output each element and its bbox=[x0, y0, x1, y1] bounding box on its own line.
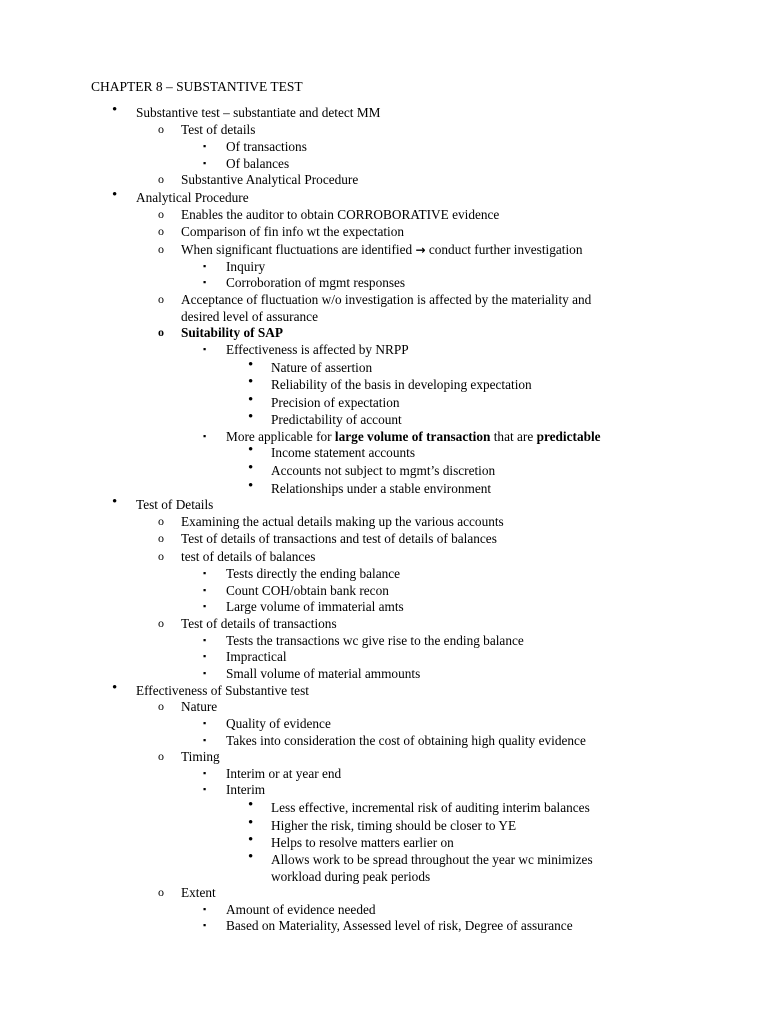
bullet-level4: • bbox=[248, 460, 254, 476]
bullet-level3: ▪ bbox=[203, 277, 207, 287]
bullet-level1: • bbox=[112, 494, 118, 510]
line-corroborative: Enables the auditor to obtain CORROBORATIVE evidence bbox=[181, 207, 500, 222]
bullet-level4: • bbox=[248, 478, 254, 494]
bullet-level4: • bbox=[248, 442, 254, 458]
bullet-level4: • bbox=[248, 832, 254, 848]
line-comparison: Comparison of fin info wt the expectation bbox=[181, 224, 405, 239]
line-examining: Examining the actual details making up the various accounts bbox=[181, 514, 504, 529]
bullet-level2: o bbox=[158, 616, 164, 630]
bullet-level2: o bbox=[158, 325, 164, 339]
line-nrpp: Effectiveness is affected by NRPP bbox=[226, 342, 409, 357]
line-higher-risk: Higher the risk, timing should be closer to YE bbox=[271, 818, 517, 833]
bullet-level3: ▪ bbox=[203, 344, 207, 354]
bullet-level3: ▪ bbox=[203, 784, 207, 794]
line-cost-evidence: Takes into consideration the cost of obtaining high quality evidence bbox=[226, 733, 586, 748]
bullet-level3: ▪ bbox=[203, 668, 207, 678]
bullet-level2: o bbox=[158, 531, 164, 545]
line-income-statement: Income statement accounts bbox=[271, 445, 415, 460]
line-suitability-heading: Suitability of SAP bbox=[181, 325, 283, 340]
bullet-level2: o bbox=[158, 885, 164, 899]
bullet-level2: o bbox=[158, 172, 164, 186]
that-are-text: that are bbox=[490, 429, 537, 444]
bullet-level3: ▪ bbox=[203, 904, 207, 914]
line-of-transactions: Of transactions bbox=[226, 139, 307, 154]
line-fluctuations bbox=[181, 241, 582, 259]
line-precision: Precision of expectation bbox=[271, 395, 400, 410]
line-sap: Substantive Analytical Procedure bbox=[181, 172, 359, 187]
line-more-applicable bbox=[226, 428, 601, 445]
line-acceptance: Acceptance of fluctuation w/o investigation is affected by the materiality and bbox=[181, 292, 592, 307]
bullet-level3: ▪ bbox=[203, 141, 207, 151]
bullet-level3: ▪ bbox=[203, 651, 207, 661]
bullet-level4: • bbox=[248, 392, 254, 408]
bullet-level3: ▪ bbox=[203, 920, 207, 930]
line-nature: Nature bbox=[181, 699, 218, 714]
bullet-level1: • bbox=[112, 680, 118, 696]
bullet-level4: • bbox=[248, 409, 254, 425]
line-spread-work: Allows work to be spread throughout the year wc minimizes bbox=[271, 852, 593, 867]
line-nature-assertion: Nature of assertion bbox=[271, 360, 373, 375]
bullet-level2: o bbox=[158, 699, 164, 713]
line-tests-ending-balance: Tests directly the ending balance bbox=[226, 566, 401, 581]
line-interim-year-end: Interim or at year end bbox=[226, 766, 342, 781]
bullet-level4: • bbox=[248, 797, 254, 813]
line-timing: Timing bbox=[181, 749, 220, 764]
bullet-level4: • bbox=[248, 849, 254, 865]
line-tests-transactions: Tests the transactions wc give rise to the ending balance bbox=[226, 633, 524, 648]
line-interim: Interim bbox=[226, 782, 266, 797]
fluctuations-text: When significant fluctuations are identified bbox=[181, 242, 416, 257]
bullet-level3: ▪ bbox=[203, 585, 207, 595]
bullet-level1: • bbox=[112, 187, 118, 203]
bullet-level2: o bbox=[158, 514, 164, 528]
bullet-level4: • bbox=[248, 357, 254, 373]
bullet-level2: o bbox=[158, 207, 164, 221]
line-stable-environment: Relationships under a stable environment bbox=[271, 481, 492, 496]
bullet-level4: • bbox=[248, 374, 254, 390]
line-of-balances: Of balances bbox=[226, 156, 290, 171]
bullet-level3: ▪ bbox=[203, 601, 207, 611]
line-test-of-details-section: Test of Details bbox=[136, 497, 214, 512]
line-impractical: Impractical bbox=[226, 649, 287, 664]
line-based-on-materiality: Based on Materiality, Assessed level of risk, Degree of assurance bbox=[226, 918, 573, 933]
line-spread-work-cont: workload during peak periods bbox=[271, 869, 431, 884]
bullet-level2: o bbox=[158, 242, 164, 256]
bullet-level4: • bbox=[248, 815, 254, 831]
chapter-title: CHAPTER 8 – SUBSTANTIVE TEST bbox=[91, 79, 303, 94]
line-effectiveness: Effectiveness of Substantive test bbox=[136, 683, 309, 698]
line-quality-evidence: Quality of evidence bbox=[226, 716, 331, 731]
bullet-level2: o bbox=[158, 549, 164, 563]
line-analytical-procedure: Analytical Procedure bbox=[136, 190, 249, 205]
bullet-level3: ▪ bbox=[203, 735, 207, 745]
line-small-volume-material: Small volume of material ammounts bbox=[226, 666, 421, 681]
line-test-of-details: Test of details bbox=[181, 122, 256, 137]
bullet-level2: o bbox=[158, 292, 164, 306]
line-amount-evidence: Amount of evidence needed bbox=[226, 902, 376, 917]
bullet-level1: • bbox=[112, 102, 118, 118]
predictable-text: predictable bbox=[536, 429, 601, 444]
line-tod-transactions-balances: Test of details of transactions and test of details of balances bbox=[181, 531, 497, 546]
line-corroboration: Corroboration of mgmt responses bbox=[226, 275, 406, 290]
bullet-level3: ▪ bbox=[203, 158, 207, 168]
investigation-text: conduct further investigation bbox=[425, 242, 583, 257]
line-mgmt-discretion: Accounts not subject to mgmt’s discretion bbox=[271, 463, 496, 478]
line-extent: Extent bbox=[181, 885, 216, 900]
bullet-level3: ▪ bbox=[203, 718, 207, 728]
line-acceptance-cont: desired level of assurance bbox=[181, 309, 318, 324]
bullet-level3: ▪ bbox=[203, 635, 207, 645]
bullet-level2: o bbox=[158, 749, 164, 763]
line-inquiry: Inquiry bbox=[226, 259, 266, 274]
applicable-text: More applicable for bbox=[226, 429, 335, 444]
large-volume-text: large volume of transaction bbox=[334, 429, 491, 444]
line-less-effective: Less effective, incremental risk of auditing interim balances bbox=[271, 800, 590, 815]
bullet-level2: o bbox=[158, 122, 164, 136]
line-count-coh: Count COH/obtain bank recon bbox=[226, 583, 389, 598]
line-large-volume-immaterial: Large volume of immaterial amts bbox=[226, 599, 404, 614]
bullet-level3: ▪ bbox=[203, 768, 207, 778]
bullet-level3: ▪ bbox=[203, 568, 207, 578]
line-tod-balances: test of details of balances bbox=[181, 549, 316, 564]
bullet-level2: o bbox=[158, 224, 164, 238]
bullet-level3: ▪ bbox=[203, 261, 207, 271]
line-resolve-matters: Helps to resolve matters earlier on bbox=[271, 835, 454, 850]
arrow-right-icon: → bbox=[415, 243, 426, 257]
line-predictability: Predictability of account bbox=[271, 412, 402, 427]
line-reliability: Reliability of the basis in developing expectation bbox=[271, 377, 532, 392]
bullet-level3: ▪ bbox=[203, 431, 207, 441]
line-substantive-test: Substantive test – substantiate and detect MM bbox=[136, 105, 381, 120]
line-tod-transactions: Test of details of transactions bbox=[181, 616, 337, 631]
